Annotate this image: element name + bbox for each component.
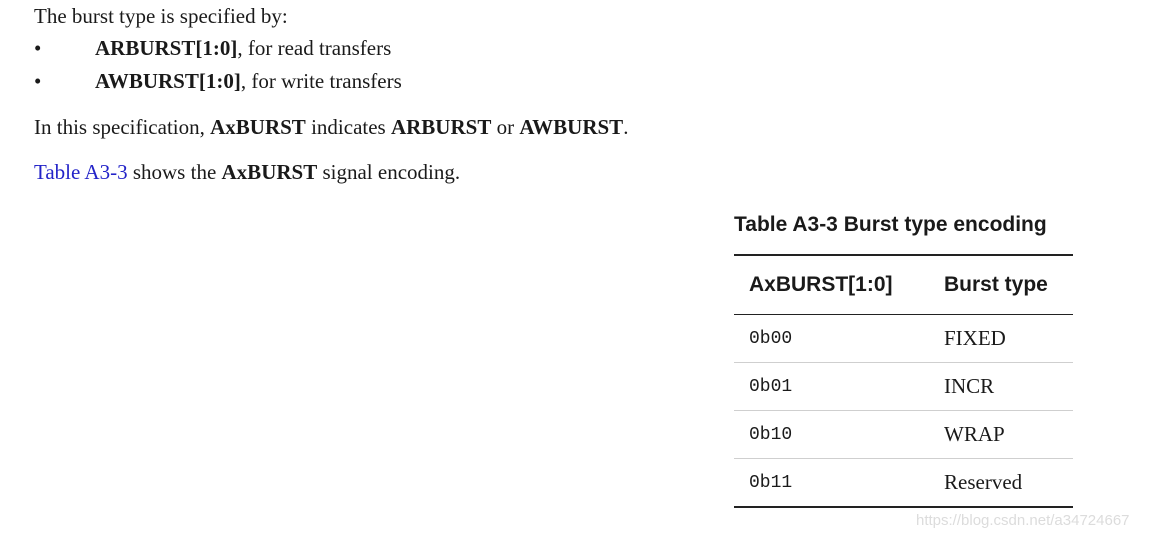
burst-encoding-table bbox=[734, 254, 1073, 508]
ref-text: shows the bbox=[127, 160, 222, 184]
spec-bold-axburst: AxBURST bbox=[210, 115, 306, 139]
reference-paragraph bbox=[34, 160, 460, 184]
signal-name: AWBURST[1:0] bbox=[95, 69, 241, 93]
spec-bold-awburst: AWBURST bbox=[519, 115, 624, 139]
spec-paragraph bbox=[34, 115, 628, 139]
watermark: https://blog.csdn.net/a34724667 bbox=[916, 512, 1130, 529]
burst-type-cell: INCR bbox=[929, 363, 1073, 411]
encoding-cell: 0b11 bbox=[734, 459, 929, 508]
header-burst-type: Burst type bbox=[929, 255, 1073, 315]
intro-text: The burst type is specified by: bbox=[34, 4, 288, 28]
ref-text: signal encoding. bbox=[317, 160, 461, 184]
spec-bold-arburst: ARBURST bbox=[390, 115, 492, 139]
bullet-suffix: , for write transfers bbox=[240, 69, 402, 93]
bullet-marker: • bbox=[34, 69, 42, 93]
burst-type-cell: WRAP bbox=[929, 411, 1073, 459]
bullet-suffix: , for read transfers bbox=[237, 36, 392, 60]
burst-type-cell: Reserved bbox=[929, 459, 1073, 508]
ref-bold-axburst: AxBURST bbox=[221, 160, 318, 184]
table-row bbox=[734, 459, 1073, 508]
table-reference-link[interactable]: Table A3-3 bbox=[34, 160, 128, 184]
table-row bbox=[734, 363, 1073, 411]
bullet-marker: • bbox=[34, 36, 42, 60]
table-header-row bbox=[734, 255, 1073, 315]
table-caption: Table A3-3 Burst type encoding bbox=[734, 213, 1047, 236]
bullet-text bbox=[95, 69, 402, 93]
table-row bbox=[734, 411, 1073, 459]
encoding-cell: 0b10 bbox=[734, 411, 929, 459]
burst-type-cell: FIXED bbox=[929, 315, 1073, 363]
spec-text: . bbox=[623, 115, 629, 139]
header-axburst: AxBURST[1:0] bbox=[734, 255, 929, 315]
spec-text: or bbox=[491, 115, 520, 139]
spec-text: In this specification, bbox=[34, 115, 211, 139]
spec-text: indicates bbox=[305, 115, 391, 139]
signal-name: ARBURST[1:0] bbox=[95, 36, 238, 60]
encoding-cell: 0b01 bbox=[734, 363, 929, 411]
table-row bbox=[734, 315, 1073, 363]
bullet-text bbox=[95, 36, 391, 60]
encoding-cell: 0b00 bbox=[734, 315, 929, 363]
